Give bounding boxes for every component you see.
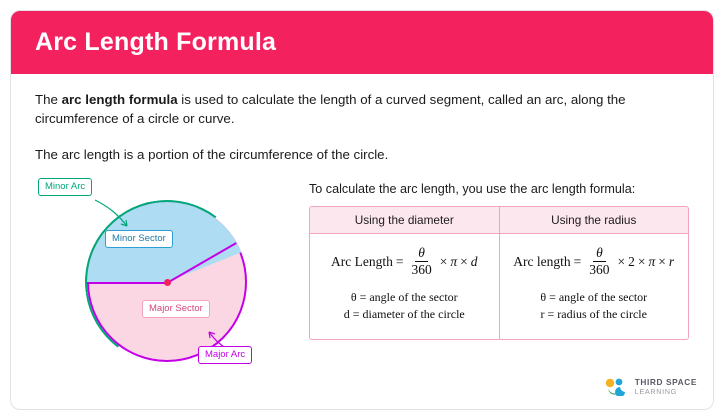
logo-wordmark [635,377,697,397]
radius-times-2: × [637,253,646,269]
label-minor-sector: Minor Sector [105,230,173,248]
intro-term-bold: arc length formula [61,92,178,107]
radius-equals: = [573,253,582,269]
intro-text-a: The [35,92,62,107]
third-space-logo-icon [605,378,629,396]
label-arrows [35,178,317,373]
intro-paragraph-1 [35,90,689,128]
radius-fraction-denominator: 360 [589,262,610,278]
radius-def-r: r = radius of the circle [540,307,647,322]
radius-times-1: × [617,253,626,269]
diameter-pi: π [450,253,458,269]
radius-fraction-numerator: θ [593,246,606,262]
radius-two: 2 [628,253,635,269]
intro-paragraph-2: The arc length is a portion of the circumference of the circle. [35,147,389,162]
radius-def-theta: θ = angle of the sector [540,290,648,305]
circle-diagram [35,178,305,373]
diameter-fraction [408,246,434,277]
formula-table-body [310,234,688,339]
radius-fraction [586,246,612,277]
formula-intro-text: To calculate the arc length, you use the arc length formula: [309,182,636,196]
label-minor-arc: Minor Arc [38,178,92,196]
radius-pi: π [648,253,656,269]
label-major-sector: Major Sector [142,300,210,318]
diameter-times-1: × [439,253,448,269]
page-title: Arc Length Formula [35,28,277,56]
column-header-radius: Using the radius [551,213,637,227]
diameter-fraction-denominator: 360 [411,262,432,278]
diameter-lhs: Arc Length [331,253,393,269]
radius-lhs: Arc length [513,253,571,269]
radius-variable: r [668,253,675,269]
logo-line-1: THIRD SPACE [634,377,697,387]
card-body [11,74,713,373]
diameter-variable: d [470,253,478,269]
brand-logo [605,377,697,397]
lesson-card [10,10,714,410]
formula-cell-radius [500,234,689,339]
diameter-def-theta: θ = angle of the sector [350,290,458,305]
diameter-equals: = [395,253,404,269]
diameter-definitions [316,289,493,323]
logo-line-2: LEARNING [634,387,677,396]
formula-radius-equation [506,246,683,277]
radius-definitions [506,289,683,323]
diameter-def-d: d = diameter of the circle [343,307,465,322]
formula-diameter-equation [316,246,493,277]
label-major-arc: Major Arc [198,346,252,364]
intro-text-c: is used to calculate the length of a curved segment, called an arc, along the circumference of a circle or curve. [35,92,626,126]
card-header [11,11,713,74]
content-columns [35,178,689,373]
formula-section [305,178,689,373]
radius-times-3: × [658,253,666,269]
diameter-fraction-numerator: θ [415,246,428,262]
formula-cell-diameter [310,234,500,339]
diameter-times-2: × [460,253,468,269]
formula-table [309,206,689,340]
column-header-diameter: Using the diameter [310,207,500,233]
formula-table-header [310,207,688,234]
